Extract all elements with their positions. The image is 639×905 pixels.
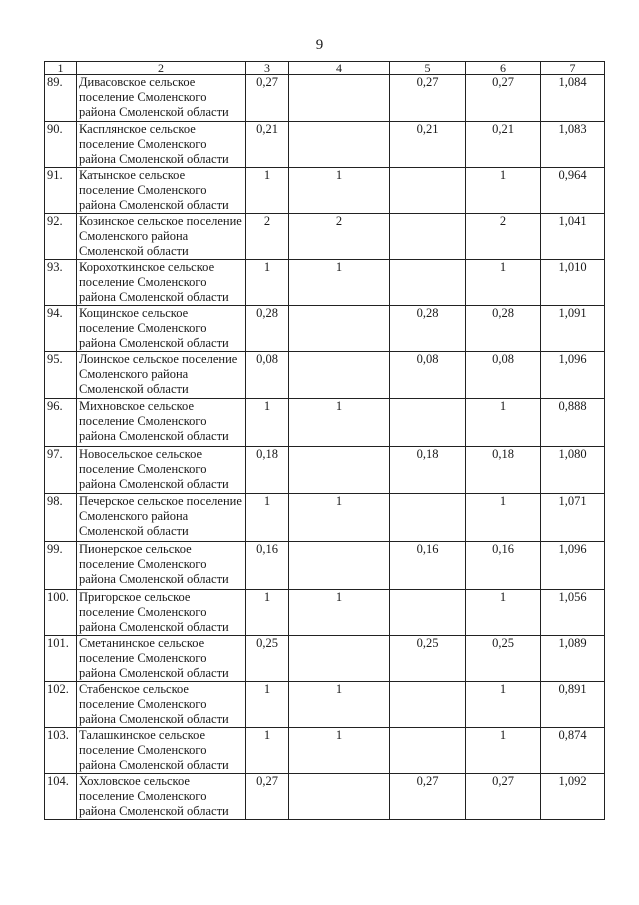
- value-col5: 0,27: [390, 774, 466, 820]
- table-row: [45, 590, 605, 636]
- value-col5: 0,18: [390, 447, 466, 494]
- value-col4: 1: [289, 399, 390, 447]
- table-row: [45, 728, 605, 774]
- settlement-name: Козинское сельское поселение Смоленского района Смоленской области: [77, 214, 246, 260]
- value-col4: [289, 75, 390, 122]
- value-col3: 0,27: [246, 774, 289, 820]
- value-col3: 1: [246, 494, 289, 542]
- value-col6: 1: [466, 494, 541, 542]
- value-col7: 0,964: [541, 168, 605, 214]
- value-col3: 0,27: [246, 75, 289, 122]
- row-number: 96.: [45, 399, 77, 447]
- value-col3: 1: [246, 399, 289, 447]
- table-row: [45, 774, 605, 820]
- settlement-name: Хохловское сельское поселение Смоленского района Смоленской области: [77, 774, 246, 820]
- value-col7: 0,888: [541, 399, 605, 447]
- value-col3: 0,18: [246, 447, 289, 494]
- row-number: 93.: [45, 260, 77, 306]
- row-number: 95.: [45, 352, 77, 399]
- value-col7: 1,056: [541, 590, 605, 636]
- table-row: [45, 352, 605, 399]
- value-col5: [390, 728, 466, 774]
- value-col7: 0,874: [541, 728, 605, 774]
- table-row: [45, 399, 605, 447]
- value-col7: 1,096: [541, 542, 605, 590]
- table-row: [45, 494, 605, 542]
- value-col7: 1,080: [541, 447, 605, 494]
- settlement-name: Пионерское сельское поселение Смоленского района Смоленской области: [77, 542, 246, 590]
- value-col4: [289, 542, 390, 590]
- row-number: 97.: [45, 447, 77, 494]
- table-row: [45, 306, 605, 352]
- value-col4: [289, 636, 390, 682]
- row-number: 92.: [45, 214, 77, 260]
- value-col6: 0,16: [466, 542, 541, 590]
- value-col5: 0,21: [390, 122, 466, 168]
- settlement-name: Дивасовское сельское поселение Смоленского района Смоленской области: [77, 75, 246, 122]
- value-col3: 0,25: [246, 636, 289, 682]
- row-number: 103.: [45, 728, 77, 774]
- value-col4: 1: [289, 168, 390, 214]
- column-header: 1: [45, 62, 77, 75]
- column-header: 7: [541, 62, 605, 75]
- value-col6: 1: [466, 399, 541, 447]
- row-number: 89.: [45, 75, 77, 122]
- value-col6: 0,18: [466, 447, 541, 494]
- value-col4: [289, 447, 390, 494]
- value-col4: 1: [289, 728, 390, 774]
- value-col5: [390, 168, 466, 214]
- value-col7: 1,084: [541, 75, 605, 122]
- table-row: [45, 122, 605, 168]
- value-col3: 0,08: [246, 352, 289, 399]
- value-col5: 0,08: [390, 352, 466, 399]
- value-col6: 1: [466, 590, 541, 636]
- table-row: [45, 214, 605, 260]
- value-col7: 1,071: [541, 494, 605, 542]
- data-table: [44, 61, 605, 820]
- settlement-name: Корохоткинское сельское поселение Смоленского района Смоленской области: [77, 260, 246, 306]
- value-col5: [390, 494, 466, 542]
- value-col6: 1: [466, 728, 541, 774]
- settlement-name: Талашкинское сельское поселение Смоленского района Смоленской области: [77, 728, 246, 774]
- value-col6: 0,27: [466, 774, 541, 820]
- row-number: 91.: [45, 168, 77, 214]
- settlement-name: Михновское сельское поселение Смоленского района Смоленской области: [77, 399, 246, 447]
- value-col5: 0,28: [390, 306, 466, 352]
- row-number: 99.: [45, 542, 77, 590]
- settlement-name: Сметанинское сельское поселение Смоленского района Смоленской области: [77, 636, 246, 682]
- value-col4: 1: [289, 590, 390, 636]
- value-col7: 1,089: [541, 636, 605, 682]
- row-number: 100.: [45, 590, 77, 636]
- value-col4: 1: [289, 682, 390, 728]
- value-col4: [289, 352, 390, 399]
- row-number: 90.: [45, 122, 77, 168]
- settlement-name: Стабенское сельское поселение Смоленского района Смоленской области: [77, 682, 246, 728]
- value-col3: 1: [246, 590, 289, 636]
- value-col3: 1: [246, 728, 289, 774]
- value-col6: 0,28: [466, 306, 541, 352]
- value-col3: 1: [246, 682, 289, 728]
- table-row: [45, 447, 605, 494]
- column-header: 4: [289, 62, 390, 75]
- table-header-row: [45, 62, 605, 75]
- value-col5: 0,16: [390, 542, 466, 590]
- value-col7: 1,096: [541, 352, 605, 399]
- column-header: 5: [390, 62, 466, 75]
- value-col4: 2: [289, 214, 390, 260]
- settlement-name: Касплянское сельское поселение Смоленского района Смоленской области: [77, 122, 246, 168]
- value-col3: 0,28: [246, 306, 289, 352]
- value-col3: 1: [246, 260, 289, 306]
- column-header: 2: [77, 62, 246, 75]
- value-col5: [390, 590, 466, 636]
- row-number: 98.: [45, 494, 77, 542]
- value-col6: 0,27: [466, 75, 541, 122]
- settlement-name: Печерское сельское поселение Смоленского района Смоленской области: [77, 494, 246, 542]
- settlement-name: Новосельское сельское поселение Смоленского района Смоленской области: [77, 447, 246, 494]
- table-row: [45, 682, 605, 728]
- table-row: [45, 75, 605, 122]
- settlement-name: Кощинское сельское поселение Смоленского района Смоленской области: [77, 306, 246, 352]
- value-col6: 1: [466, 168, 541, 214]
- value-col5: [390, 399, 466, 447]
- value-col6: 2: [466, 214, 541, 260]
- value-col6: 0,25: [466, 636, 541, 682]
- page-number: 9: [315, 37, 324, 53]
- settlement-name: Лоинское сельское поселение Смоленского района Смоленской области: [77, 352, 246, 399]
- value-col7: 1,091: [541, 306, 605, 352]
- settlement-name: Пригорское сельское поселение Смоленского района Смоленской области: [77, 590, 246, 636]
- value-col3: 0,21: [246, 122, 289, 168]
- value-col3: 1: [246, 168, 289, 214]
- column-header: 6: [466, 62, 541, 75]
- value-col5: 0,27: [390, 75, 466, 122]
- value-col6: 1: [466, 260, 541, 306]
- value-col5: [390, 214, 466, 260]
- value-col6: 0,21: [466, 122, 541, 168]
- row-number: 101.: [45, 636, 77, 682]
- value-col5: 0,25: [390, 636, 466, 682]
- table-row: [45, 260, 605, 306]
- table-row: [45, 636, 605, 682]
- value-col7: 1,083: [541, 122, 605, 168]
- value-col4: [289, 122, 390, 168]
- value-col7: 1,041: [541, 214, 605, 260]
- value-col6: 1: [466, 682, 541, 728]
- value-col3: 0,16: [246, 542, 289, 590]
- value-col5: [390, 682, 466, 728]
- value-col7: 1,010: [541, 260, 605, 306]
- value-col5: [390, 260, 466, 306]
- value-col4: 1: [289, 494, 390, 542]
- table-row: [45, 168, 605, 214]
- table-row: [45, 542, 605, 590]
- value-col4: 1: [289, 260, 390, 306]
- value-col6: 0,08: [466, 352, 541, 399]
- row-number: 104.: [45, 774, 77, 820]
- value-col4: [289, 306, 390, 352]
- value-col7: 0,891: [541, 682, 605, 728]
- row-number: 94.: [45, 306, 77, 352]
- value-col4: [289, 774, 390, 820]
- value-col7: 1,092: [541, 774, 605, 820]
- column-header: 3: [246, 62, 289, 75]
- row-number: 102.: [45, 682, 77, 728]
- settlement-name: Катынское сельское поселение Смоленского района Смоленской области: [77, 168, 246, 214]
- value-col3: 2: [246, 214, 289, 260]
